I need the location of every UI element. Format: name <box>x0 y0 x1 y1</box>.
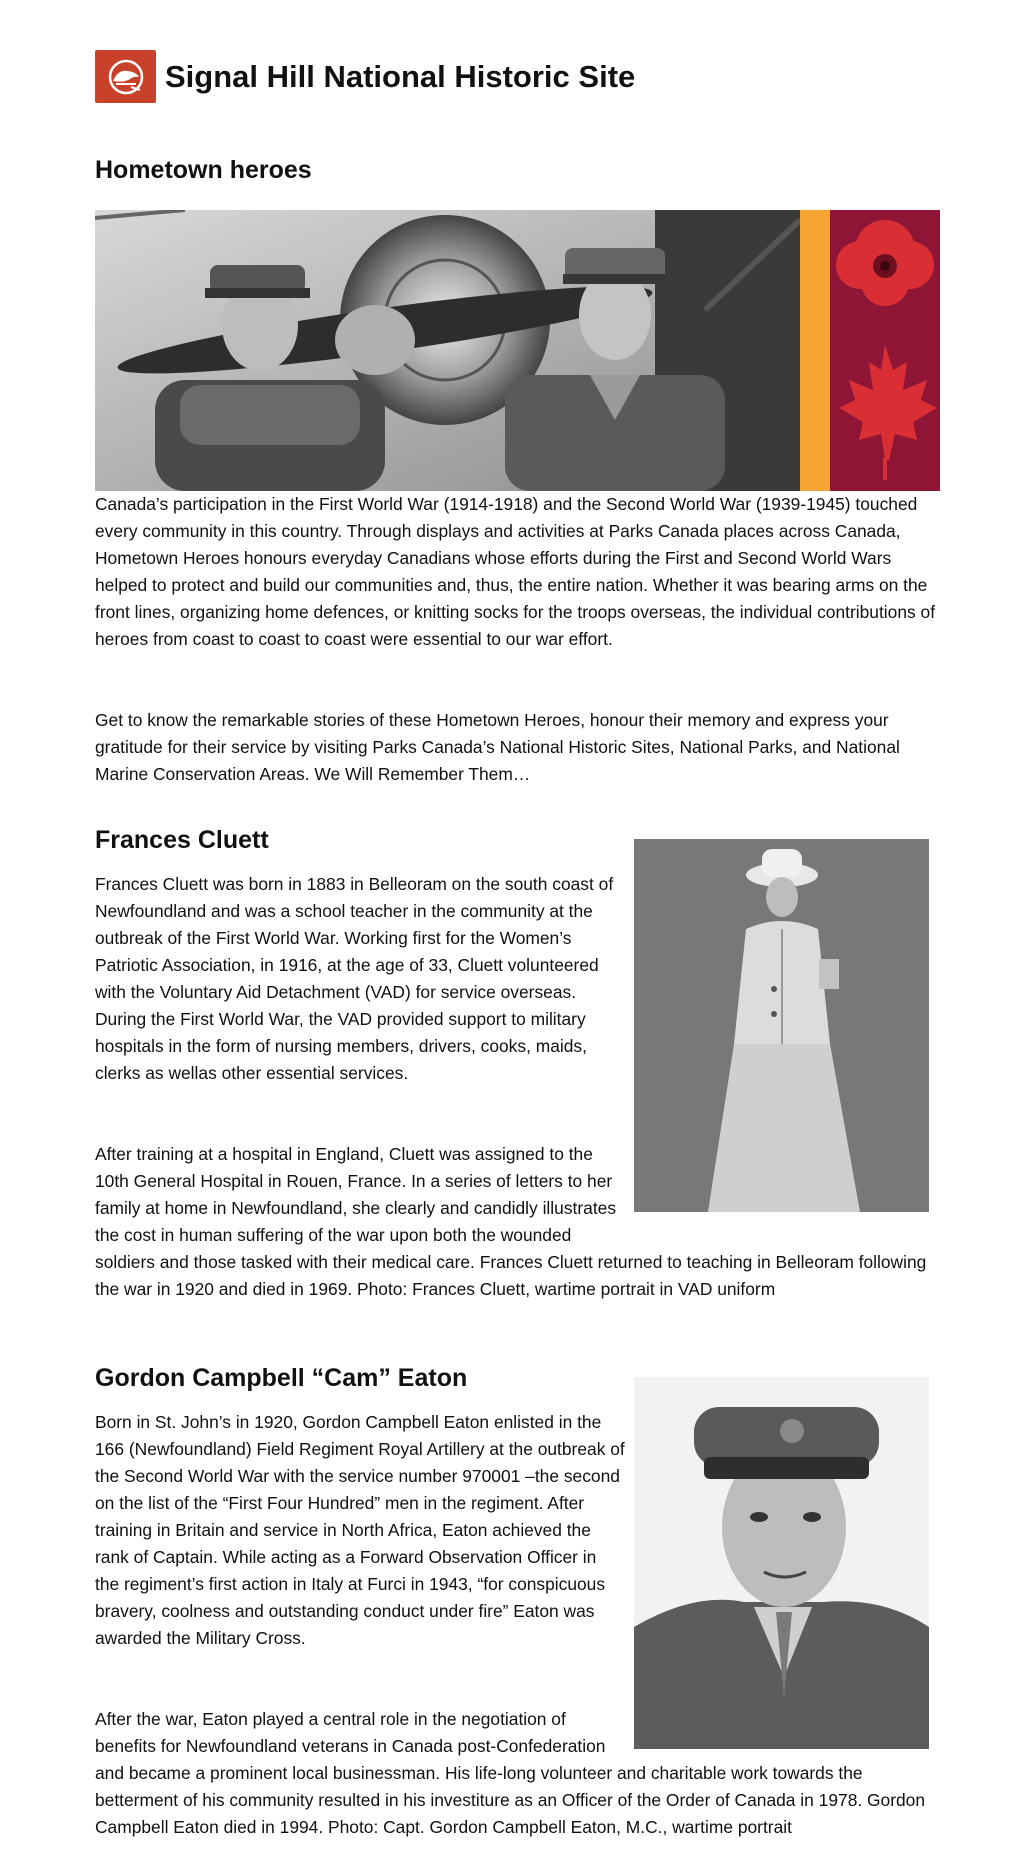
cluett-paragraph-2: After training at a hospital in England, Cluett was assigned to the 10th General Hospital in Rouen, France. In a series of letters to her family at home in Newfoundland, she clearly and candidly illustrates the cost in human suffering of the war upon both the wounded soldiers and those tasked with their medical care. Frances Cluett returned to teaching in Belleoram following the war in 1920 and died in 1969. Photo: Frances Cluett, wartime portrait in VAD uniform <box>95 1144 927 1299</box>
intro-paragraph-1: Canada’s participation in the First World War (1914-1918) and the Second World War (1939-1945) touched every community in this country. Through displays and activities at Parks Canada places across Canada, Hometown Heroes honours everyday Canadians whose efforts during the First and Second World Wars helped to protect and build our communities and, thus, the entire nation. Whether it was bearing arms on the front lines, organizing home defences, or knitting socks for the troops overseas, the individual contributions of heroes from coast to coast to coast were essential to our war effort. <box>95 494 936 649</box>
site-header <box>95 50 635 103</box>
cluett-heading: Frances Cluett <box>95 826 269 854</box>
eaton-paragraph-2-wrap <box>95 1706 940 1841</box>
cluett-paragraph-1: Frances Cluett was born in 1883 in Belleoram on the south coast of Newfoundland and was a school teacher in the community at the outbreak of the First World War. Working first for the Women’s Patriotic Association, in 1916, at the age of 33, Cluett volunteered with the Voluntary Aid Detachment (VAD) for service overseas. During the First World War, the VAD provided support to military hospitals in the form of nursing members, drivers, cooks, maids, clerks as wellas other essential services. <box>95 874 614 1083</box>
eaton-paragraph-2: After the war, Eaton played a central role in the negotiation of benefits for Newfoundland veterans in Canada post-Confederation and became a prominent local businessman. His life-long volunteer and charitable work towards the betterment of his community resulted in his investiture as an Officer of the Order of Canada in 1978. Gordon Campbell Eaton died in 1994. Photo: Capt. Gordon Campbell Eaton, M.C., wartime portrait <box>95 1709 926 1837</box>
banner-photo-two-airmen <box>95 210 940 491</box>
eaton-heading: Gordon Campbell “Cam” Eaton <box>95 1364 468 1392</box>
eaton-paragraph-1: Born in St. John’s in 1920, Gordon Campbell Eaton enlisted in the 166 (Newfoundland) Field Regiment Royal Artillery at the outbreak of the Second World War with the service number 970001 –the second on the list of the “First Four Hundred” men in the regiment. After training in Britain and service in North Africa, Eaton achieved the rank of Captain. While acting as a Forward Observation Officer in the regiment’s first action in Italy at Furci in 1943, “for conspicuous bravery, coolness and outstanding conduct under fire” Eaton was awarded the Military Cross. <box>95 1412 625 1648</box>
gordon-eaton-photo <box>634 1377 929 1749</box>
intro-paragraph-2: Get to know the remarkable stories of these Hometown Heroes, honour their memory and express your gratitude for their service by visiting Parks Canada’s National Historic Sites, National Parks, and National Marine Conservation Areas. We Will Remember Them… <box>95 710 900 784</box>
hometown-heroes-banner <box>95 210 940 491</box>
cluett-paragraph-2-wrap <box>95 1141 940 1303</box>
site-title: Signal Hill National Historic Site <box>165 58 636 94</box>
parks-canada-beaver-logo-icon[interactable] <box>95 50 156 103</box>
intro-heading: Hometown heroes <box>95 156 312 184</box>
